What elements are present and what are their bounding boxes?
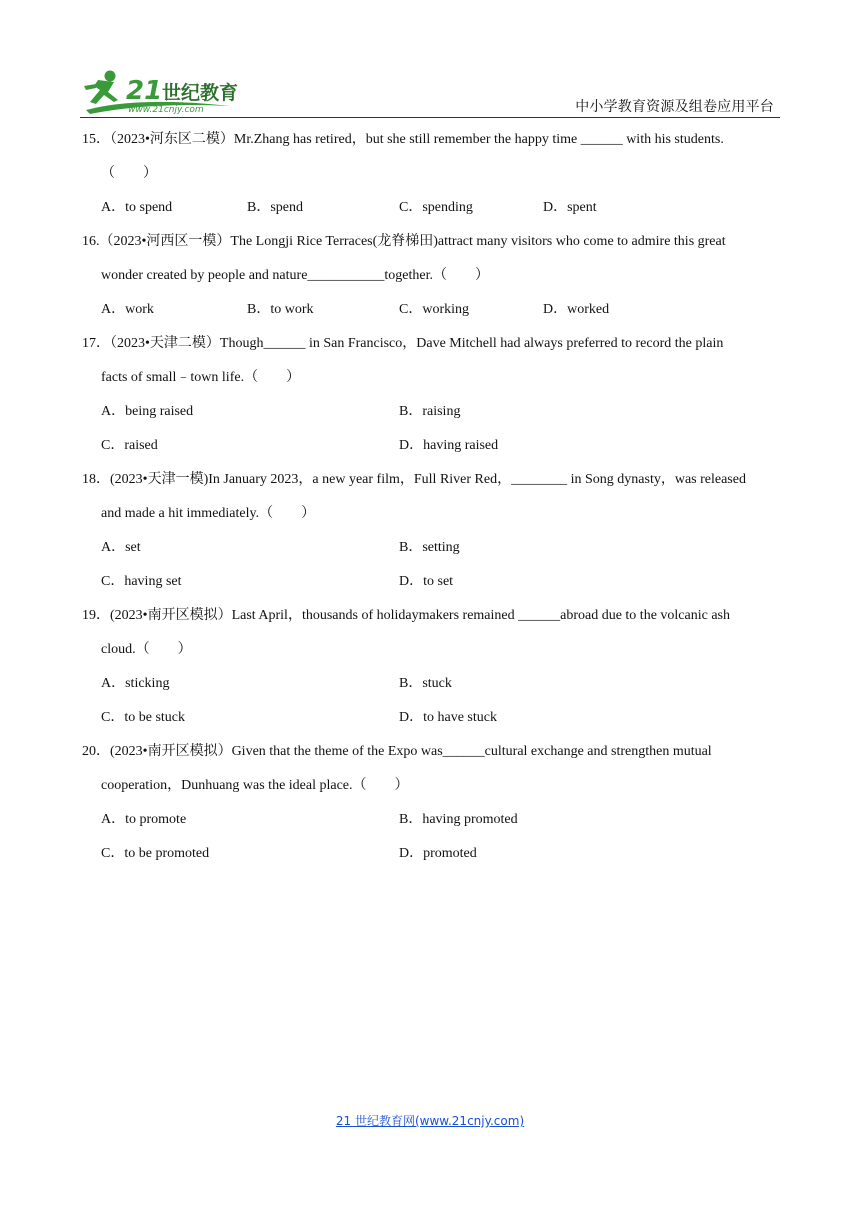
question-text-continued: cloud.（ ） <box>101 642 192 657</box>
page-header <box>80 66 780 118</box>
options-row <box>82 837 780 871</box>
question-text: 15．（2023•河东区二模）Mr.Zhang has retired，but she still remember the happy time ______ with his students. <box>82 132 724 147</box>
question-20 <box>82 735 780 871</box>
option-a[interactable]: A．set <box>101 540 141 555</box>
question-stem <box>82 599 780 667</box>
svg-text:世纪教育: 世纪教育 <box>162 82 239 104</box>
question-19 <box>82 599 780 735</box>
option-a[interactable]: A．work <box>101 302 154 317</box>
options-row <box>82 531 780 565</box>
options-row <box>82 191 780 225</box>
options-row <box>82 293 780 327</box>
svg-text:www.21cnjy.com: www.21cnjy.com <box>128 105 204 115</box>
options-row <box>82 429 780 463</box>
option-a[interactable]: A．being raised <box>101 404 194 419</box>
question-stem <box>82 463 780 531</box>
options-row <box>82 701 780 735</box>
question-text-continued: facts of small﹣town life.（ ） <box>101 370 301 385</box>
question-list <box>82 123 780 871</box>
option-b[interactable]: B．setting <box>399 540 460 555</box>
option-d[interactable]: D．worked <box>543 302 610 317</box>
option-a[interactable]: A．to promote <box>101 812 187 827</box>
footer-link[interactable]: 21 世纪教育网(www.21cnjy.com) <box>335 1114 525 1128</box>
platform-title: 中小学教育资源及组卷应用平台 <box>575 99 774 115</box>
question-stem <box>82 225 780 293</box>
question-18 <box>82 463 780 599</box>
options-row <box>82 395 780 429</box>
option-a[interactable]: A．to spend <box>101 200 173 215</box>
runner-logo-icon <box>80 66 250 118</box>
question-16 <box>82 225 780 327</box>
option-c[interactable]: C．having set <box>101 574 182 589</box>
question-text-continued: （ ） <box>101 166 157 181</box>
option-a[interactable]: A．sticking <box>101 676 170 691</box>
option-b[interactable]: B．spend <box>247 200 303 215</box>
question-stem <box>82 735 780 803</box>
option-d[interactable]: D．promoted <box>399 846 477 861</box>
brand-logo <box>80 66 250 118</box>
question-text: 17．（2023•天津二模）Though______ in San Francisco，Dave Mitchell had always preferred to record the plain <box>82 336 724 351</box>
question-text: 20．(2023•南开区模拟）Given that the theme of the Expo was______cultural exchange and strengthen mutual <box>82 744 712 759</box>
option-d[interactable]: D．having raised <box>399 438 499 453</box>
option-b[interactable]: B．having promoted <box>399 812 518 827</box>
option-b[interactable]: B．raising <box>399 404 461 419</box>
question-stem <box>82 123 780 191</box>
question-text-continued: cooperation，Dunhuang was the ideal place.（ ） <box>101 778 409 793</box>
question-15 <box>82 123 780 225</box>
question-text-continued: wonder created by people and nature___________together.（ ） <box>101 268 490 283</box>
option-b[interactable]: B．stuck <box>399 676 452 691</box>
question-text-continued: and made a hit immediately.（ ） <box>101 506 316 521</box>
option-d[interactable]: D．to set <box>399 574 454 589</box>
option-c[interactable]: C．raised <box>101 438 158 453</box>
option-c[interactable]: C．working <box>399 302 469 317</box>
question-text: 16.（2023•河西区一模）The Longji Rice Terraces(龙脊梯田)attract many visitors who come to admire this great <box>82 234 726 249</box>
options-row <box>82 565 780 599</box>
question-17 <box>82 327 780 463</box>
question-text: 19．(2023•南开区模拟）Last April，thousands of holidaymakers remained ______abroad due to the volcanic ash <box>82 608 730 623</box>
option-c[interactable]: C．to be promoted <box>101 846 210 861</box>
option-c[interactable]: C．to be stuck <box>101 710 185 725</box>
options-row <box>82 803 780 837</box>
question-text: 18．(2023•天津一模)In January 2023，a new year film，Full River Red，________ in Song dynasty，was released <box>82 472 746 487</box>
option-d[interactable]: D．to have stuck <box>399 710 497 725</box>
option-d[interactable]: D．spent <box>543 200 597 215</box>
option-c[interactable]: C．spending <box>399 200 473 215</box>
option-b[interactable]: B．to work <box>247 302 314 317</box>
header-rule <box>80 117 780 118</box>
question-stem <box>82 327 780 395</box>
svg-text:21: 21 <box>126 76 163 106</box>
options-row <box>82 667 780 701</box>
